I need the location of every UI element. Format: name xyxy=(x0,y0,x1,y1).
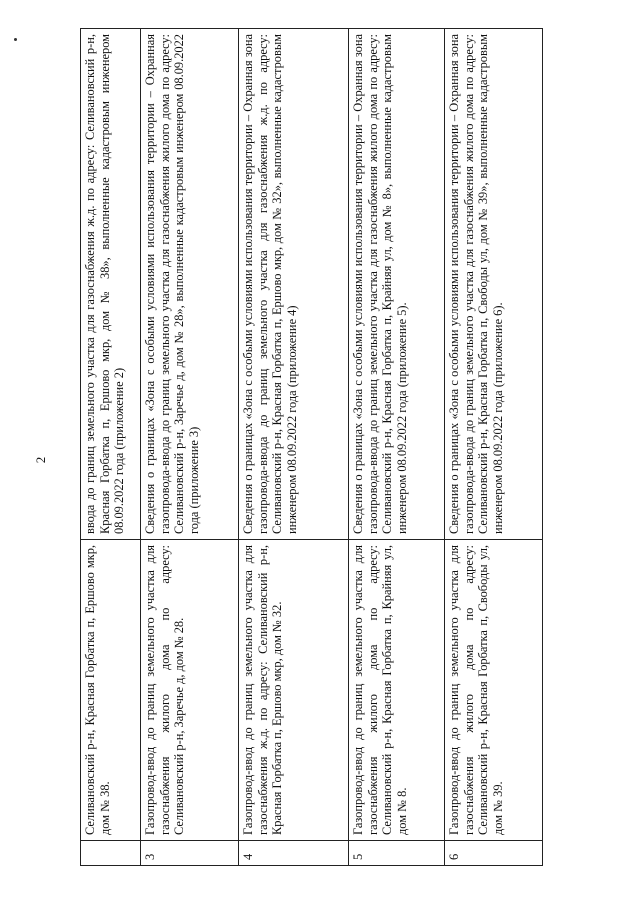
object-description: Газопровод-ввод до границ земельного участка для газоснабжения жилого дома по адресу: Селивановский р-н, Заречье д, дом № 28. xyxy=(141,540,239,841)
table-row xyxy=(141,29,239,866)
object-description: Газопровод-ввод до границ земельного участка для газоснабжения жилого дома по адресу: Селивановский р-н, Красная Горбатка п, Свободы ул, дом № 39. xyxy=(445,540,543,841)
table-row xyxy=(81,29,141,866)
row-number xyxy=(81,841,141,866)
page-number: 2 xyxy=(33,456,48,464)
row-number: 4 xyxy=(239,841,349,866)
zone-info: Сведения о границах «Зона с особыми условиями использования территории – Охранная зона газопровода-ввода до границ земельного участка для газоснабжения жилого дома по адресу: Селивановский р-н, Красная Горбатка п, Крайняя ул, дом № 8», выполненные кадастровым инженером 08.09.2022 года (приложение 5). xyxy=(349,29,445,540)
zone-info: ввода до границ земельного участка для газоснабжения ж.д. по адресу: Селивановский р-н, Красная Горбатка п, Ершово мкр, дом № 38», выполненные кадастровым инженером 08.09.2022 года (приложение 2) xyxy=(81,29,141,540)
row-number: 3 xyxy=(141,841,239,866)
object-description: Селивановский р-н, Красная Горбатка п, Ершово мкр, дом № 38. xyxy=(81,540,141,841)
table-row xyxy=(445,29,543,866)
zone-info: Сведения о границах «Зона с особыми условиями использования территории – Охранная зона газопровода-ввода до границ земельного участка для газоснабжения ж.д. по адресу: Селивановский р-н, Красная Горбатка п, Ершово мкр, дом № 32», выполненные кадастровым инженером 08.09.2022 года (приложение 4) xyxy=(239,29,349,540)
table-row xyxy=(239,29,349,866)
zones-table xyxy=(80,28,543,866)
rotated-table-container xyxy=(80,34,542,866)
zone-info: Сведения о границах «Зона с особыми условиями использования территории – Охранная газопровода-ввода до границ земельного участка для газоснабжения жилого дома по адресу: Селивановский р-н, Заречье д, дом № 28», выполненные кадастровым инженером 08.09.2022 года (приложение 3) xyxy=(141,29,239,540)
zone-info: Сведения о границах «Зона с особыми условиями использования территории – Охранная зона газопровода-ввода до границ земельного участка для газоснабжения жилого дома по адресу: Селивановский р-н, Красная Горбатка п, Свободы ул, дом № 39», выполненные кадастровым инженером 08.09.2022 года (приложение 6). xyxy=(445,29,543,540)
object-description: Газопровод-ввод до границ земельного участка для газоснабжения жилого дома по адресу: Селивановский р-н, Красная Горбатка п, Крайняя ул, дом № 8. xyxy=(349,540,445,841)
scan-speck xyxy=(14,38,17,41)
table-row xyxy=(349,29,445,866)
object-description: Газопровод-ввод до границ земельного участка для газоснабжения ж.д. по адресу: Селивановский р-н, Красная Горбатка п, Ершово мкр, дом № 32. xyxy=(239,540,349,841)
row-number: 6 xyxy=(445,841,543,866)
row-number: 5 xyxy=(349,841,445,866)
